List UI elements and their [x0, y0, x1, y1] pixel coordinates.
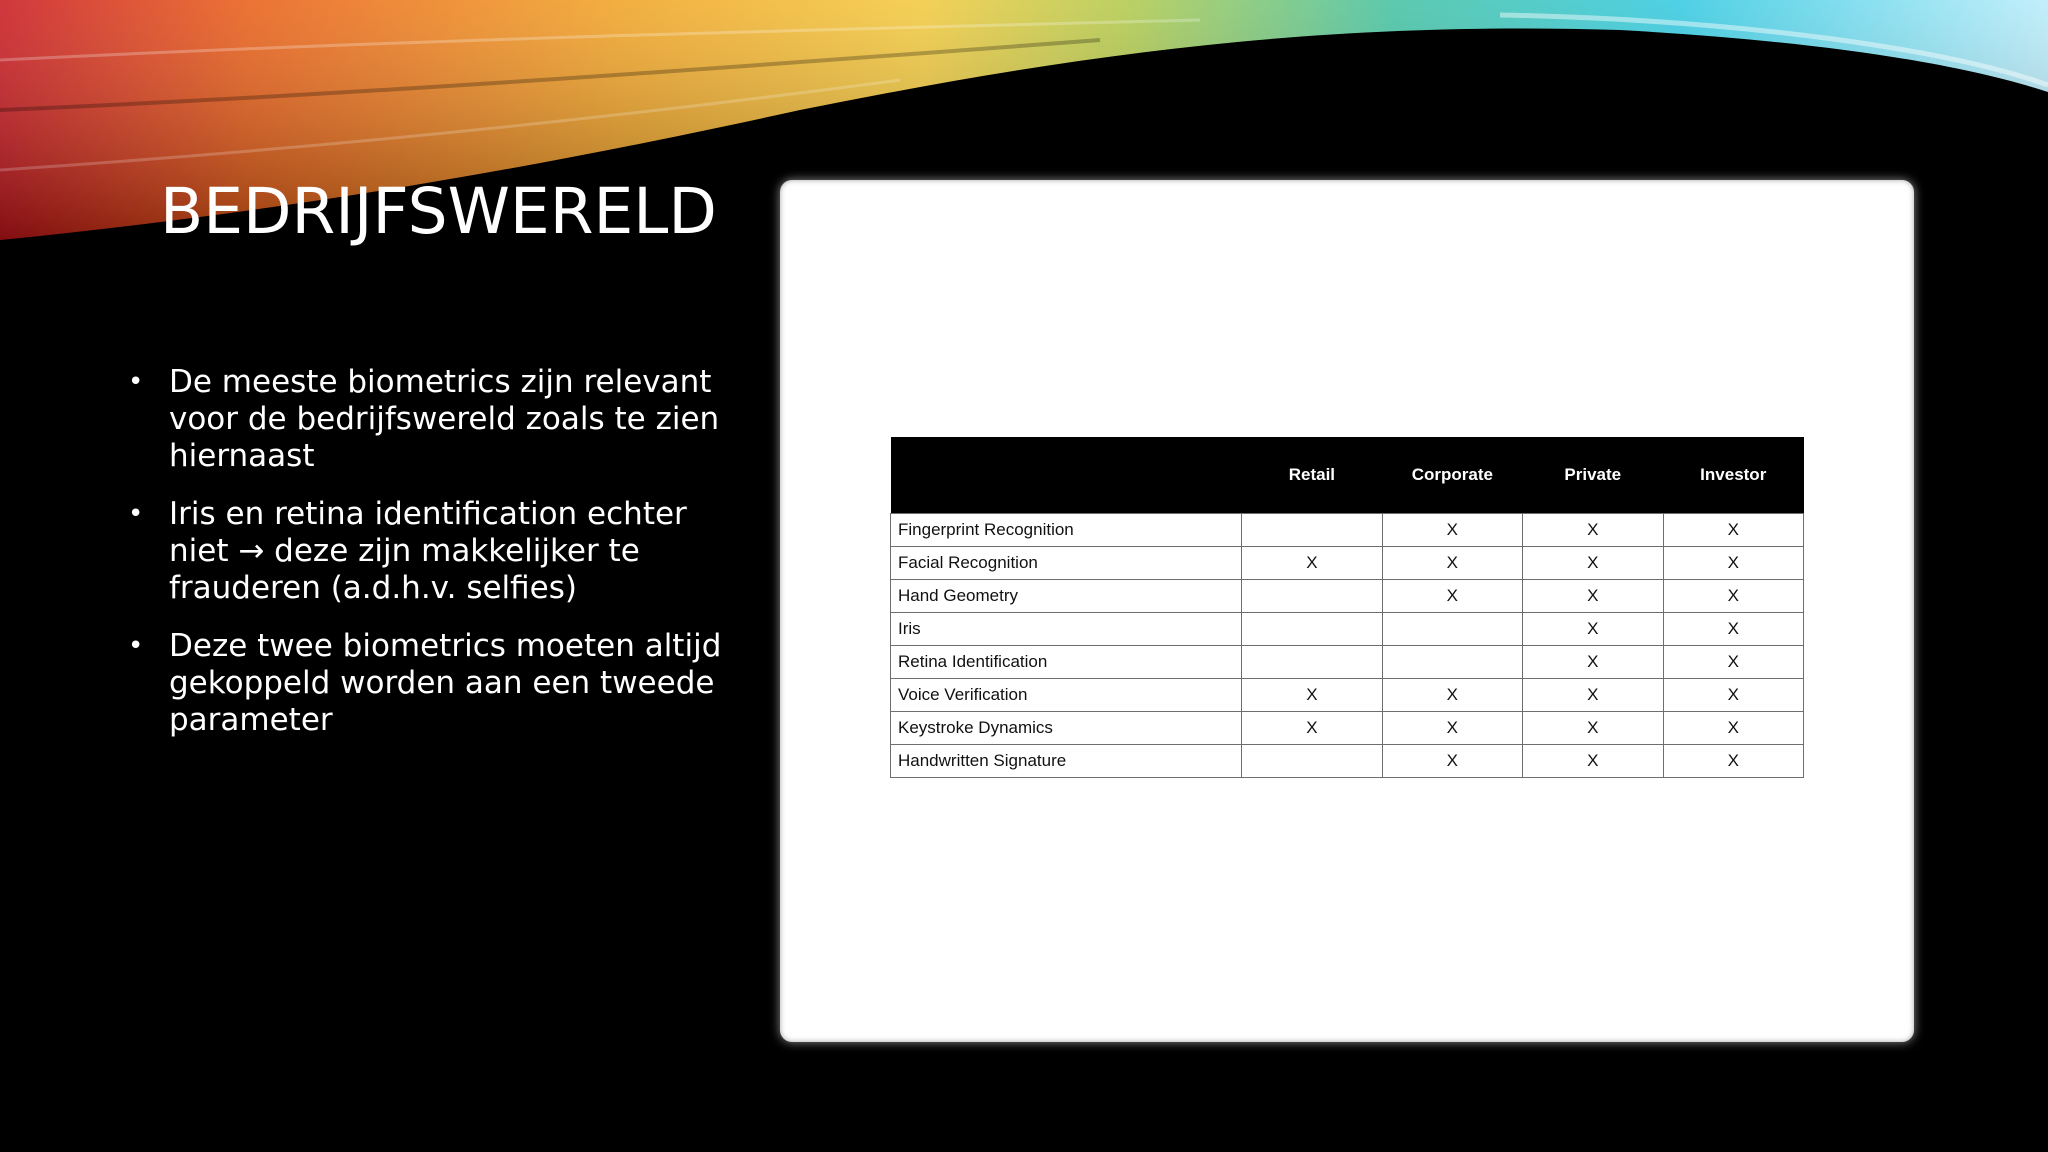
- cell-investor: X: [1663, 745, 1804, 778]
- table-row: [891, 679, 1804, 712]
- cell-private: X: [1523, 613, 1663, 646]
- row-label: Retina Identification: [891, 646, 1242, 679]
- cell-private: X: [1523, 712, 1663, 745]
- cell-corporate: X: [1382, 580, 1522, 613]
- cell-corporate: X: [1382, 679, 1522, 712]
- row-label: Hand Geometry: [891, 580, 1242, 613]
- cell-retail: X: [1242, 547, 1382, 580]
- cell-investor: X: [1663, 547, 1804, 580]
- cell-corporate: X: [1382, 514, 1522, 547]
- row-label: Iris: [891, 613, 1242, 646]
- cell-private: X: [1523, 580, 1663, 613]
- cell-private: X: [1523, 679, 1663, 712]
- table-image-card: [780, 180, 1914, 1042]
- cell-retail: [1242, 745, 1382, 778]
- cell-corporate: [1382, 613, 1522, 646]
- bullet-item: [125, 496, 725, 607]
- cell-investor: X: [1663, 613, 1804, 646]
- bullet-item: [125, 628, 725, 739]
- header-empty: [891, 437, 1242, 514]
- table-row: [891, 646, 1804, 679]
- bullet-text: Deze twee biometrics moeten altijd gekoppeld worden aan een tweede parameter: [169, 628, 722, 738]
- bullet-dot-icon: •: [128, 631, 144, 661]
- header-retail: Retail: [1242, 437, 1382, 514]
- table-header-row: [891, 437, 1804, 514]
- bullet-dot-icon: •: [128, 367, 144, 397]
- biometrics-table: [890, 437, 1804, 778]
- cell-corporate: [1382, 646, 1522, 679]
- cell-private: X: [1523, 547, 1663, 580]
- cell-retail: [1242, 580, 1382, 613]
- bullet-list: [125, 364, 725, 760]
- table-row: [891, 547, 1804, 580]
- cell-retail: [1242, 646, 1382, 679]
- cell-investor: X: [1663, 580, 1804, 613]
- row-label: Voice Verification: [891, 679, 1242, 712]
- cell-corporate: X: [1382, 712, 1522, 745]
- row-label: Keystroke Dynamics: [891, 712, 1242, 745]
- table-row: [891, 580, 1804, 613]
- table-row: [891, 613, 1804, 646]
- cell-private: X: [1523, 745, 1663, 778]
- slide-title: BEDRIJFSWERELD: [160, 175, 717, 248]
- cell-investor: X: [1663, 712, 1804, 745]
- cell-investor: X: [1663, 646, 1804, 679]
- row-label: Fingerprint Recognition: [891, 514, 1242, 547]
- cell-retail: [1242, 613, 1382, 646]
- bullet-item: [125, 364, 725, 475]
- cell-corporate: X: [1382, 547, 1522, 580]
- header-private: Private: [1523, 437, 1663, 514]
- cell-investor: X: [1663, 514, 1804, 547]
- cell-private: X: [1523, 646, 1663, 679]
- cell-retail: X: [1242, 712, 1382, 745]
- header-investor: Investor: [1663, 437, 1804, 514]
- bullet-text: Iris en retina identification echter niet → deze zijn makkelijker te frauderen (a.d.h.v. selfies): [169, 496, 687, 606]
- row-label: Facial Recognition: [891, 547, 1242, 580]
- row-label: Handwritten Signature: [891, 745, 1242, 778]
- table-row: [891, 712, 1804, 745]
- table-row: [891, 514, 1804, 547]
- bullet-dot-icon: •: [128, 499, 144, 529]
- cell-private: X: [1523, 514, 1663, 547]
- cell-corporate: X: [1382, 745, 1522, 778]
- cell-investor: X: [1663, 679, 1804, 712]
- cell-retail: X: [1242, 679, 1382, 712]
- bullet-text: De meeste biometrics zijn relevant voor de bedrijfswereld zoals te zien hiernaast: [169, 364, 720, 474]
- header-corporate: Corporate: [1382, 437, 1522, 514]
- table-row: [891, 745, 1804, 778]
- cell-retail: [1242, 514, 1382, 547]
